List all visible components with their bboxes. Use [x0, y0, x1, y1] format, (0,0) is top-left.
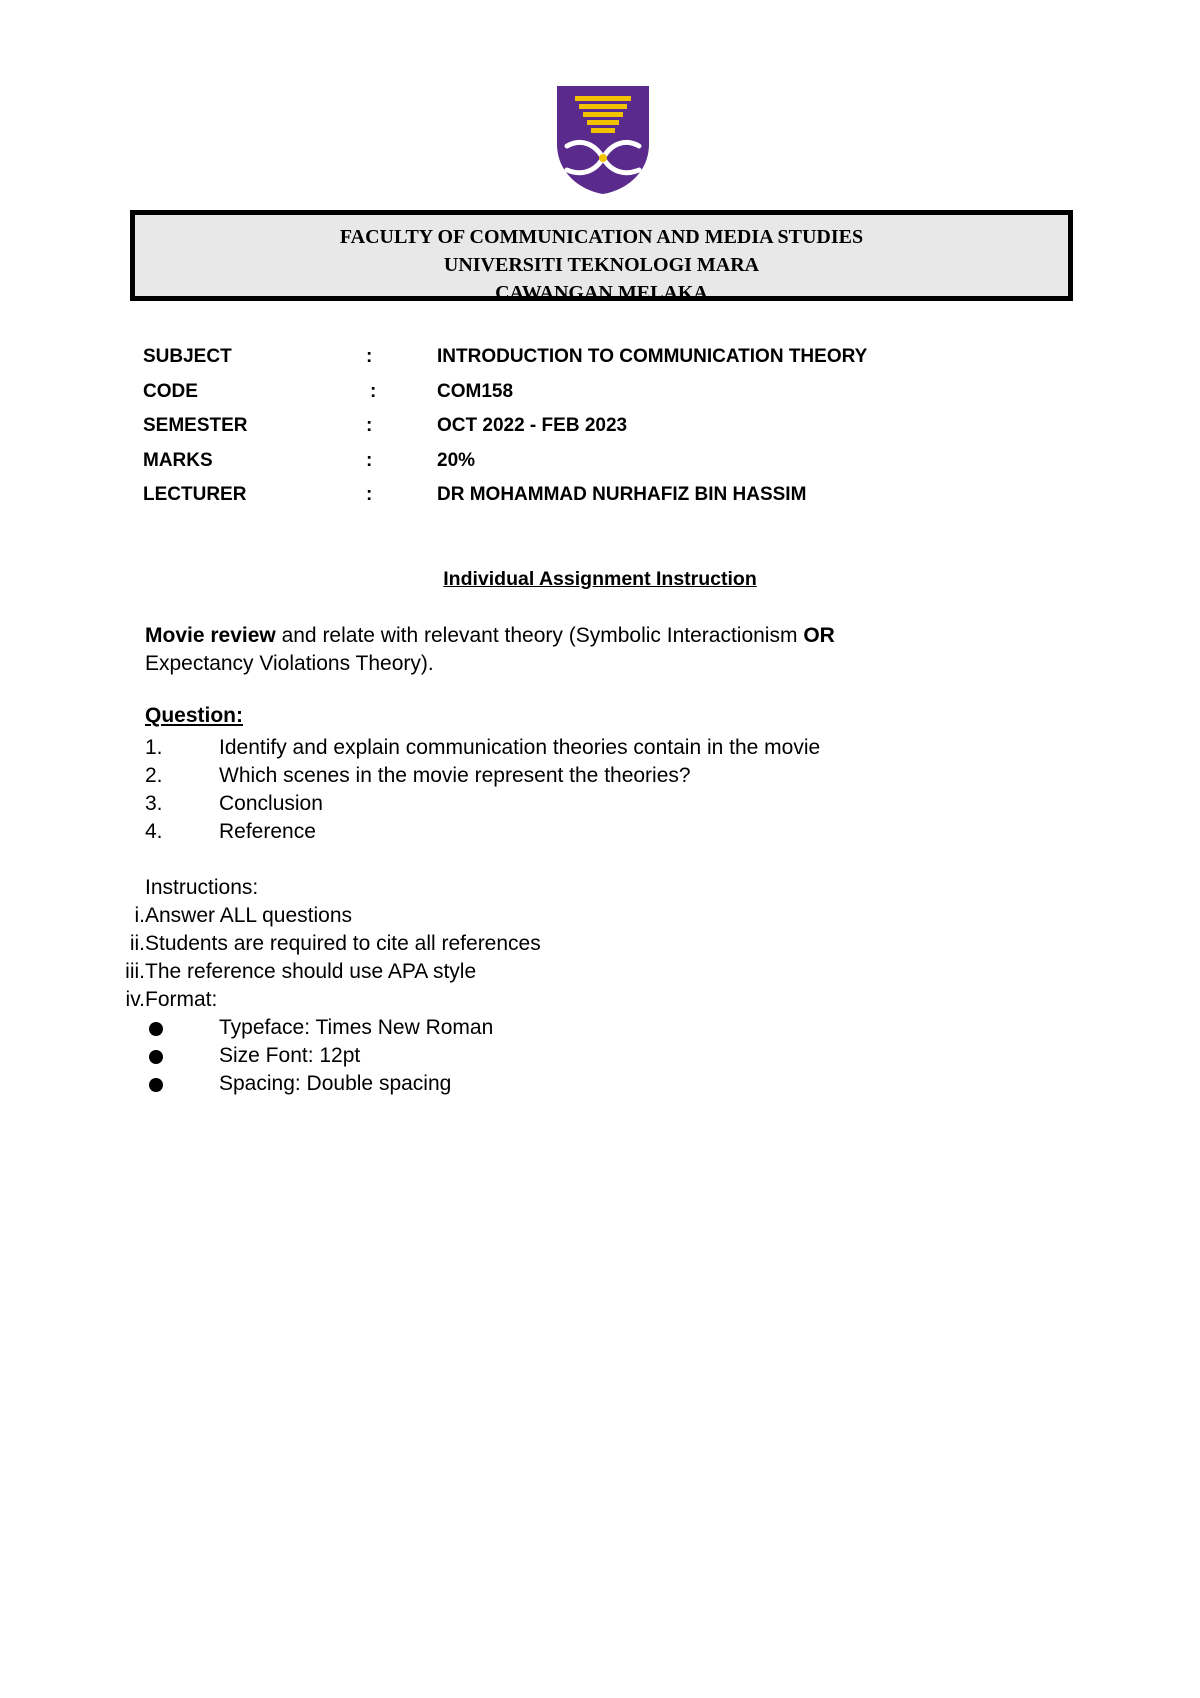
question-text: Which scenes in the movie represent the theories? [219, 764, 691, 787]
faculty-header-box [130, 210, 1073, 304]
meta-colon: : [366, 484, 373, 505]
question-text: Identify and explain communication theories contain in the movie [219, 736, 821, 759]
bullet-icon [149, 1022, 163, 1036]
header-university: UNIVERSITI TEKNOLOGI MARA [443, 254, 760, 276]
list-item [145, 762, 1045, 790]
question-list [145, 734, 1045, 846]
instructions-heading: Instructions: [145, 876, 259, 899]
question-number: 1. [145, 736, 163, 759]
meta-row-marks [143, 444, 1093, 479]
list-item [0, 986, 900, 1014]
meta-colon: : [366, 415, 373, 436]
format-text: Spacing: Double spacing [219, 1072, 452, 1095]
list-item [0, 902, 900, 930]
meta-row-subject [143, 340, 1093, 375]
list-item [0, 958, 900, 986]
intro-text-2: Expectancy Violations Theory). [145, 652, 434, 675]
instruction-text: Format: [145, 988, 218, 1011]
meta-value: OCT 2022 - FEB 2023 [437, 415, 628, 436]
header-campus: CAWANGAN MELAKA [495, 282, 708, 304]
assignment-title: Individual Assignment Instruction [443, 568, 757, 590]
meta-colon: : [370, 380, 377, 402]
list-item [145, 734, 1045, 762]
bullet-icon [149, 1050, 163, 1064]
meta-label: MARKS [143, 449, 213, 471]
format-text: Typeface: Times New Roman [219, 1016, 494, 1039]
bullet-icon [149, 1078, 163, 1092]
meta-value: COM158 [437, 380, 514, 402]
question-text: Conclusion [219, 792, 323, 815]
course-info-table [143, 340, 1093, 513]
meta-row-code [143, 375, 1093, 410]
question-number: 3. [145, 792, 163, 815]
header-faculty: FACULTY OF COMMUNICATION AND MEDIA STUDIES [339, 226, 864, 248]
instruction-number: i. [134, 904, 145, 927]
list-item [145, 1070, 1045, 1098]
intro-text: and relate with relevant theory (Symbolic Interactionism [275, 624, 804, 647]
instruction-number: iii. [125, 960, 145, 983]
meta-row-lecturer [143, 478, 1093, 513]
intro-paragraph [145, 622, 1045, 678]
intro-bold-movie-review: Movie review [145, 624, 276, 647]
question-number: 4. [145, 820, 163, 843]
format-text: Size Font: 12pt [219, 1044, 361, 1067]
meta-label: SUBJECT [143, 346, 232, 367]
instruction-text: Students are required to cite all references [145, 932, 541, 955]
intro-bold-or: OR [803, 624, 835, 647]
list-item [145, 1042, 1045, 1070]
meta-value: 20% [437, 449, 476, 471]
list-item [145, 818, 1045, 846]
meta-label: SEMESTER [143, 415, 248, 436]
meta-label: CODE [143, 380, 198, 402]
question-heading: Question: [145, 704, 243, 727]
instruction-text: Answer ALL questions [145, 904, 353, 927]
instruction-text: The reference should use APA style [145, 960, 477, 983]
meta-label: LECTURER [143, 484, 247, 505]
meta-row-semester [143, 409, 1093, 444]
list-item [145, 790, 1045, 818]
question-text: Reference [219, 820, 316, 843]
university-logo [555, 84, 651, 196]
instruction-number: iv. [125, 988, 145, 1011]
meta-colon: : [366, 346, 373, 367]
list-item [145, 1014, 1045, 1042]
format-list [145, 1014, 1045, 1098]
meta-value: DR MOHAMMAD NURHAFIZ BIN HASSIM [437, 484, 807, 505]
question-number: 2. [145, 764, 163, 787]
instructions-list [0, 902, 900, 1014]
list-item [0, 930, 900, 958]
instruction-number: ii. [129, 932, 145, 955]
meta-value: INTRODUCTION TO COMMUNICATION THEORY [437, 346, 868, 367]
meta-colon: : [366, 449, 373, 471]
